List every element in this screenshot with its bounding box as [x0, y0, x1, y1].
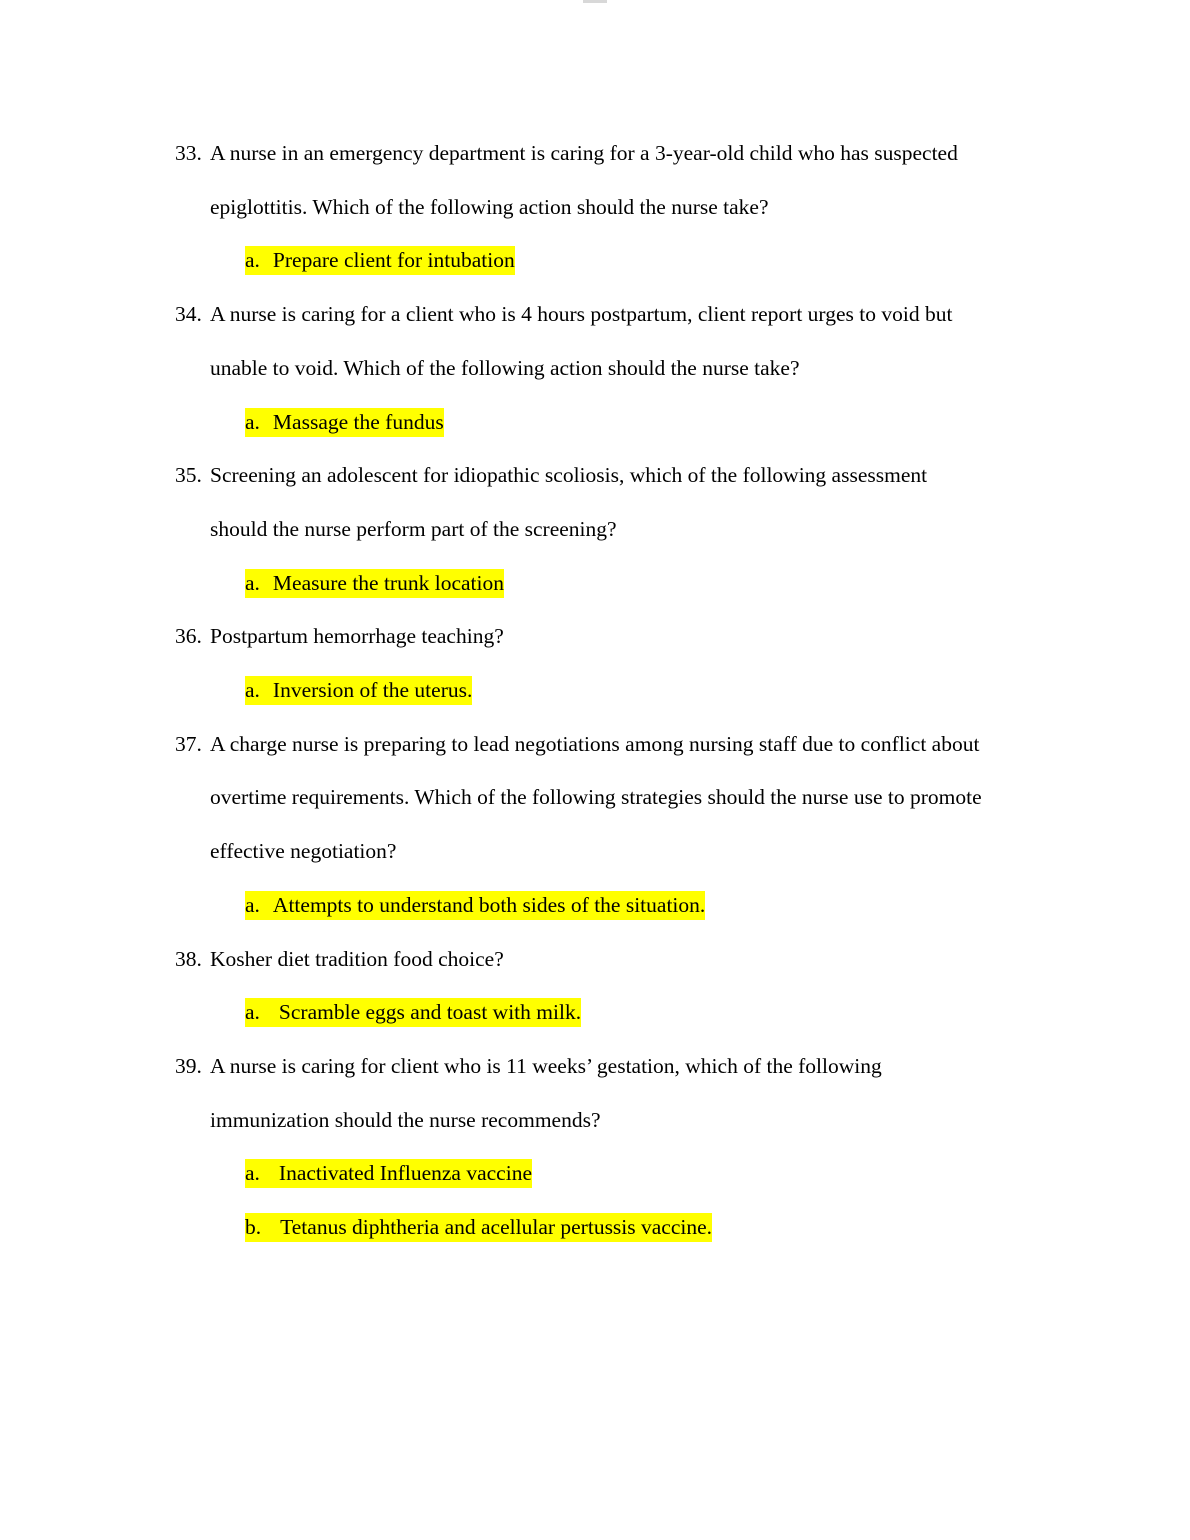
answer-letter: a.: [245, 892, 260, 917]
answer-text: Attempts to understand both sides of the situation.: [272, 892, 706, 917]
header-mark: [583, 0, 607, 3]
question-34: [0, 288, 1190, 449]
question-36: [0, 610, 1190, 717]
question-text: Kosher diet tradition food choice?: [210, 946, 504, 971]
answer-letter: a.: [245, 570, 260, 595]
highlighted-answer: [245, 1213, 712, 1242]
answer-option: [0, 1201, 1190, 1255]
question-text: A nurse is caring for a client who is 4 hours postpartum, client report urges to void but: [210, 302, 953, 327]
answer-letter: a.: [245, 1161, 260, 1186]
highlighted-answer: [245, 891, 705, 920]
question-text: effective negotiation?: [210, 839, 397, 864]
answer-text: Scramble eggs and toast with milk.: [278, 1000, 582, 1025]
question-line: [0, 127, 1190, 181]
question-list: [0, 127, 1190, 1255]
answer-text: Tetanus diphtheria and acellular pertussis vaccine.: [280, 1215, 713, 1240]
highlighted-answer: [245, 408, 444, 437]
question-line: [0, 288, 1190, 342]
answer-option: [0, 664, 1190, 718]
question-text: overtime requirements. Which of the following strategies should the nurse use to promote: [210, 785, 982, 810]
question-33: [0, 127, 1190, 288]
answer-option: [0, 879, 1190, 933]
question-text: epiglottitis. Which of the following action should the nurse take?: [210, 194, 769, 219]
answer-letter: a.: [245, 678, 260, 703]
answer-text: Massage the fundus: [272, 409, 444, 434]
answer-letter: a.: [245, 248, 260, 273]
answer-text: Inactivated Influenza vaccine: [278, 1161, 532, 1186]
question-text: immunization should the nurse recommends?: [210, 1107, 601, 1132]
answer-text: Inversion of the uterus.: [272, 678, 473, 703]
answer-letter: b.: [245, 1215, 262, 1240]
answer-option: [0, 986, 1190, 1040]
question-line: [0, 718, 1190, 772]
question-number: 33.: [175, 141, 202, 165]
answer-text: Prepare client for intubation: [272, 248, 515, 273]
question-line: [0, 449, 1190, 503]
highlighted-answer: [245, 998, 581, 1027]
question-text: Screening an adolescent for idiopathic scoliosis, which of the following assessment: [210, 463, 928, 488]
answer-letter: a.: [245, 1000, 260, 1025]
question-number: 37.: [175, 731, 202, 756]
question-text: Postpartum hemorrhage teaching?: [210, 624, 504, 649]
question-number: 35.: [175, 463, 202, 488]
highlighted-answer: [245, 569, 504, 598]
question-number: 38.: [175, 946, 202, 971]
question-line: [0, 933, 1190, 987]
question-text: unable to void. Which of the following action should the nurse take?: [210, 355, 800, 380]
answer-option: [0, 396, 1190, 450]
question-text: A nurse in an emergency department is caring for a 3-year-old child who has suspected: [210, 141, 958, 165]
answer-letter: a.: [245, 409, 260, 434]
answer-text: Measure the trunk location: [272, 570, 504, 595]
question-37: [0, 718, 1190, 933]
question-number: 34.: [175, 302, 202, 327]
question-text: A nurse is caring for client who is 11 weeks’ gestation, which of the following: [210, 1053, 882, 1078]
highlighted-answer: [245, 676, 472, 705]
question-38: [0, 933, 1190, 1040]
answer-option: [0, 234, 1190, 288]
question-line: [0, 610, 1190, 664]
question-text: should the nurse perform part of the screening?: [210, 516, 617, 541]
question-39: [0, 1040, 1190, 1255]
highlighted-answer: [245, 246, 515, 275]
answer-option: [0, 1147, 1190, 1201]
question-number: 36.: [175, 624, 202, 649]
question-text: A charge nurse is preparing to lead negotiations among nursing staff due to conflict about: [210, 731, 980, 756]
answer-option: [0, 557, 1190, 611]
question-35: [0, 449, 1190, 610]
question-line: [0, 1040, 1190, 1094]
highlighted-answer: [245, 1159, 532, 1188]
question-number: 39.: [175, 1053, 202, 1078]
